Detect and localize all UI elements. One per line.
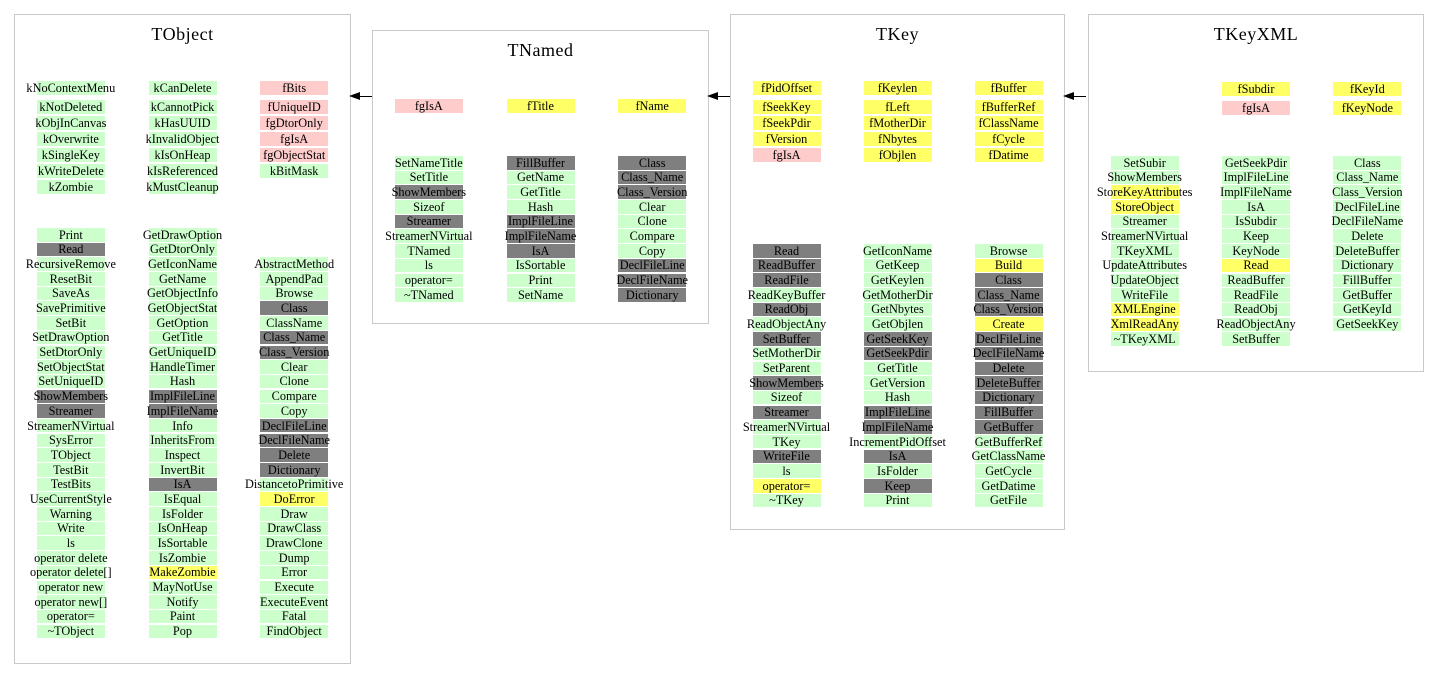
method-cell[interactable]: Class_Version (973, 302, 1044, 317)
field-cell[interactable]: kInvalidObject (145, 131, 220, 146)
method-cell[interactable]: IsSortable (149, 536, 217, 550)
method-cell[interactable]: GetDrawOption (142, 227, 223, 242)
method-cell[interactable]: ReadObj (1222, 303, 1290, 317)
method-cell[interactable]: operator delete (34, 550, 108, 565)
method-cell[interactable]: XmlReadAny (1110, 317, 1179, 332)
tobject-methods-section (15, 228, 350, 639)
method-cell[interactable]: Execute (260, 581, 328, 595)
fields-column (953, 81, 1064, 164)
fields-column (596, 99, 708, 118)
tnamed-fields-section (373, 99, 708, 118)
field-cell[interactable]: fUniqueID (260, 100, 328, 114)
method-cell[interactable]: Paint (149, 610, 217, 624)
method-cell[interactable]: GetKeep (864, 259, 932, 273)
method-cell[interactable]: SetDrawOption (32, 330, 110, 345)
field-cell[interactable]: fBufferRef (975, 100, 1043, 114)
method-cell[interactable]: operator new (38, 580, 104, 595)
method-cell[interactable]: ReadBuffer (753, 259, 821, 273)
method-cell[interactable]: Class_Name (618, 171, 686, 185)
field-cell[interactable]: fCycle (975, 132, 1043, 146)
method-cell[interactable]: GetBufferRef (974, 434, 1043, 449)
method-cell[interactable]: DeclFileName (616, 273, 689, 288)
field-cell[interactable]: kWriteDelete (37, 163, 104, 178)
field-cell[interactable]: fVersion (753, 132, 821, 146)
method-cell[interactable]: FillBuffer (507, 156, 575, 170)
field-cell[interactable]: kIsReferenced (147, 163, 219, 178)
method-cell[interactable]: Streamer (395, 215, 463, 229)
method-cell[interactable]: ClassName (260, 316, 328, 330)
method-cell[interactable]: MakeZombie (149, 565, 216, 580)
method-cell[interactable]: ReadObj (753, 303, 821, 317)
method-cell[interactable]: MayNotUse (149, 581, 217, 595)
fields-column (15, 81, 127, 196)
method-cell[interactable]: ReadObjectAny (1216, 317, 1296, 332)
method-cell[interactable]: IsA (507, 244, 575, 258)
method-cell[interactable]: ShowMembers (33, 389, 109, 404)
method-cell[interactable]: IncrementPidOffset (849, 434, 946, 449)
method-cell[interactable]: SetTitle (395, 171, 463, 185)
method-cell[interactable]: Streamer (37, 404, 105, 418)
method-cell[interactable]: Browse (975, 244, 1043, 258)
field-cell[interactable]: fName (618, 99, 686, 113)
method-cell[interactable]: GetMotherDir (862, 287, 933, 302)
method-cell[interactable]: IsEqual (149, 492, 217, 506)
method-cell[interactable]: StoreObject (1111, 200, 1179, 214)
method-cell[interactable]: Warning (37, 507, 105, 521)
method-cell[interactable]: IsA (1222, 200, 1290, 214)
method-cell[interactable]: Streamer (753, 406, 821, 420)
field-cell[interactable]: kSingleKey (37, 148, 105, 162)
field-cell[interactable]: fgIsA (260, 132, 328, 146)
method-cell[interactable]: Sizeof (395, 200, 463, 214)
method-cell[interactable]: DeclFileLine (976, 331, 1041, 346)
field-cell[interactable]: fNbytes (864, 132, 932, 146)
class-title-tnamed: TNamed (507, 40, 574, 60)
method-cell[interactable]: SaveAs (37, 287, 105, 301)
method-cell[interactable]: Delete (975, 362, 1043, 376)
method-cell[interactable]: SetNameTitle (394, 155, 463, 170)
methods-column (731, 244, 842, 508)
method-cell[interactable]: IsSortable (507, 259, 575, 273)
class-title-tobject: TObject (151, 24, 214, 44)
tobject-fields-section (15, 81, 350, 196)
field-cell[interactable]: fKeyId (1333, 82, 1401, 96)
method-cell[interactable]: ls (37, 536, 105, 550)
method-cell[interactable]: DeclFileName (972, 346, 1045, 361)
inheritance-arrow-tkey-to-tnamed (707, 92, 730, 101)
tkeyxml-fields-section (1089, 82, 1423, 117)
field-cell[interactable]: fPidOffset (753, 81, 821, 95)
method-cell[interactable]: Dictionary (975, 391, 1043, 405)
method-cell[interactable]: KeyNode (1222, 244, 1290, 258)
method-cell[interactable]: Class_Version (258, 345, 330, 360)
method-cell[interactable]: HandleTimer (149, 359, 216, 374)
field-cell[interactable]: kCanDelete (149, 81, 217, 95)
fields-column (1312, 82, 1423, 117)
field-cell[interactable]: fLeft (864, 100, 932, 114)
method-cell[interactable]: Dictionary (1333, 259, 1401, 273)
method-cell[interactable]: operator new[] (34, 594, 108, 609)
method-cell[interactable]: Hash (864, 391, 932, 405)
method-cell[interactable]: Error (260, 566, 328, 580)
method-cell[interactable]: Hash (507, 200, 575, 214)
method-cell[interactable]: ShowMembers (1107, 170, 1182, 185)
method-cell[interactable]: Delete (1333, 229, 1401, 243)
method-cell[interactable]: StreamerNVirtual (27, 418, 115, 433)
method-cell[interactable]: FillBuffer (975, 406, 1043, 420)
method-cell[interactable]: Clone (618, 215, 686, 229)
field-cell[interactable]: fgDtorOnly (260, 116, 328, 130)
method-cell[interactable]: GetTitle (149, 331, 217, 345)
field-cell[interactable]: kOverwrite (37, 132, 105, 146)
method-cell[interactable]: GetTitle (864, 362, 932, 376)
method-cell[interactable]: GetIconName (148, 256, 217, 271)
field-cell[interactable]: fBuffer (975, 81, 1043, 95)
field-cell[interactable]: kNoContextMenu (26, 80, 116, 95)
methods-column (1200, 156, 1311, 347)
method-cell[interactable]: WriteFile (1111, 288, 1179, 302)
method-cell[interactable]: Class (975, 273, 1043, 287)
method-cell[interactable]: Class_Name (260, 331, 328, 345)
method-cell[interactable]: Fatal (260, 610, 328, 624)
method-cell[interactable]: Copy (260, 404, 328, 418)
field-cell[interactable]: fgObjectStat (260, 148, 328, 162)
method-cell[interactable]: ~TKeyXML (1111, 332, 1179, 346)
class-box-tkey (730, 14, 1065, 530)
method-cell[interactable]: GetIconName (863, 243, 932, 258)
methods-column (953, 244, 1064, 508)
fields-column (731, 81, 842, 164)
method-cell[interactable]: GetName (507, 171, 575, 185)
method-cell[interactable]: Inspect (149, 448, 217, 462)
arrow-shaft (1072, 96, 1086, 97)
field-cell[interactable]: kHasUUID (149, 116, 217, 130)
method-cell[interactable]: ResetBit (37, 272, 105, 286)
method-cell[interactable]: GetObjectInfo (146, 286, 219, 301)
method-cell[interactable]: GetKeylen (864, 273, 932, 287)
method-cell[interactable]: IsA (149, 478, 217, 492)
field-cell[interactable]: fSubdir (1222, 82, 1290, 96)
field-cell[interactable]: kBitMask (260, 164, 328, 178)
methods-column (15, 228, 127, 639)
class-title-tkey: TKey (876, 24, 919, 44)
method-cell[interactable]: TObject (37, 448, 105, 462)
methods-column (238, 257, 350, 639)
inheritance-arrow-tkeyxml-to-tkey (1063, 92, 1086, 101)
method-cell[interactable]: Print (864, 494, 932, 508)
field-cell[interactable]: fSeekPdir (753, 116, 821, 130)
method-cell[interactable]: IsFolder (149, 507, 217, 521)
class-title-tkeyxml: TKeyXML (1213, 24, 1299, 44)
method-cell[interactable]: operator= (753, 479, 821, 493)
method-cell[interactable]: Class_Name (1333, 171, 1401, 185)
tkey-methods-section (731, 244, 1064, 508)
method-cell[interactable]: Notify (149, 595, 217, 609)
method-cell[interactable]: ExecuteEvent (260, 594, 329, 609)
method-cell[interactable]: GetName (149, 272, 217, 286)
method-cell[interactable]: ReadObjectAny (746, 317, 827, 332)
method-cell[interactable]: StoreKeyAttributes (1096, 184, 1193, 199)
method-cell[interactable]: Streamer (1111, 215, 1179, 229)
method-cell[interactable]: GetBuffer (1333, 288, 1401, 302)
method-cell[interactable]: DeleteBuffer (1333, 244, 1401, 258)
method-cell[interactable]: ImplFileName (146, 403, 219, 418)
method-cell[interactable]: TKeyXML (1111, 244, 1179, 258)
field-cell[interactable]: fSeekKey (753, 100, 821, 114)
method-cell[interactable]: UpdateObject (1110, 273, 1179, 288)
inheritance-arrow-tnamed-to-tobject (349, 92, 372, 101)
method-cell[interactable]: operator= (37, 610, 105, 624)
class-box-tobject (14, 14, 351, 664)
method-cell[interactable]: GetSeekPdir (864, 347, 932, 361)
method-cell[interactable]: Copy (618, 244, 686, 258)
field-cell[interactable]: fObjlen (864, 148, 932, 162)
method-cell[interactable]: Print (37, 228, 105, 242)
method-cell[interactable]: Class_Name (975, 288, 1043, 302)
method-cell[interactable]: ls (395, 259, 463, 273)
method-cell[interactable]: Class (1333, 156, 1401, 170)
method-cell[interactable]: SetBuffer (753, 332, 821, 346)
method-cell[interactable]: ImplFileName (1220, 184, 1292, 199)
method-cell[interactable]: WriteFile (753, 450, 821, 464)
method-cell[interactable]: Clear (260, 360, 328, 374)
method-cell[interactable]: DrawClass (260, 522, 328, 536)
method-cell[interactable]: Dump (260, 551, 328, 565)
field-cell[interactable]: kNotDeleted (37, 100, 105, 114)
field-cell[interactable]: kCannotPick (149, 100, 217, 114)
method-cell[interactable]: Compare (260, 390, 328, 404)
method-cell[interactable]: GetKeyId (1333, 303, 1401, 317)
fields-column (1200, 82, 1311, 117)
method-cell[interactable]: ~TKey (753, 494, 821, 508)
field-cell[interactable]: fClassName (975, 116, 1043, 130)
method-cell[interactable]: AppendPad (260, 272, 328, 286)
methods-column (1089, 156, 1200, 347)
method-cell[interactable]: GetUniqueID (149, 345, 216, 360)
method-cell[interactable]: DeclFileLine (1334, 199, 1400, 214)
method-cell[interactable]: GetNbytes (864, 303, 932, 317)
method-cell[interactable]: SavePrimitive (35, 301, 106, 316)
method-cell[interactable]: ~TNamed (395, 288, 463, 302)
method-cell[interactable]: IsSubdir (1222, 215, 1290, 229)
method-cell[interactable]: SysError (37, 434, 105, 448)
fields-column (1089, 82, 1200, 117)
method-cell[interactable]: Dictionary (618, 288, 686, 302)
methods-column (485, 156, 597, 303)
method-cell[interactable]: GetSeekKey (1333, 318, 1401, 332)
tkeyxml-methods-section (1089, 156, 1423, 347)
field-cell[interactable]: fTitle (507, 99, 575, 113)
field-cell[interactable]: kZombie (37, 180, 105, 194)
method-cell[interactable]: Info (149, 419, 217, 433)
method-cell[interactable]: operator delete[] (30, 565, 112, 580)
method-cell[interactable]: SetUniqueID (38, 374, 104, 389)
class-box-tnamed (372, 30, 709, 324)
tkey-fields-section (731, 81, 1064, 164)
method-cell[interactable]: GetDtorOnly (150, 242, 215, 257)
method-cell[interactable]: Pop (149, 625, 217, 639)
arrow-shaft (716, 96, 730, 97)
method-cell[interactable]: ImplFileLine (1223, 170, 1289, 185)
method-cell[interactable]: Read (1222, 259, 1290, 273)
method-cell[interactable]: Draw (260, 507, 328, 521)
method-cell[interactable]: Browse (260, 287, 328, 301)
method-cell[interactable]: TKey (753, 435, 821, 449)
method-cell[interactable]: Class (618, 156, 686, 170)
field-cell[interactable]: kMustCleanup (146, 179, 219, 194)
method-cell[interactable]: Hash (149, 375, 217, 389)
methods-column (373, 156, 485, 303)
method-cell[interactable]: GetBuffer (975, 420, 1043, 434)
methods-column (596, 156, 708, 303)
method-cell[interactable]: IsA (864, 450, 932, 464)
method-cell[interactable]: ls (753, 464, 821, 478)
method-cell[interactable]: SetParent (753, 362, 821, 376)
method-cell[interactable]: GetClassName (971, 449, 1046, 464)
method-cell[interactable]: RecursiveRemove (25, 256, 116, 271)
method-cell[interactable]: Read (753, 244, 821, 258)
field-cell[interactable]: fDatime (975, 148, 1043, 162)
method-cell[interactable]: SetName (507, 288, 575, 302)
method-cell[interactable]: GetSeekPdir (1222, 156, 1290, 170)
field-cell[interactable]: fKeylen (864, 81, 932, 95)
fields-column (485, 99, 597, 118)
method-cell[interactable]: SetBit (37, 316, 105, 330)
method-cell[interactable]: TestBits (37, 478, 105, 492)
method-cell[interactable]: ShowMembers (391, 184, 467, 199)
method-cell[interactable]: ReadKeyBuffer (747, 287, 826, 302)
field-cell[interactable]: fgIsA (753, 148, 821, 162)
method-cell[interactable]: GetVersion (864, 376, 932, 390)
method-cell[interactable]: SetBuffer (1222, 332, 1290, 346)
class-box-tkeyxml (1088, 14, 1424, 372)
method-cell[interactable]: DistancetoPrimitive (245, 477, 344, 492)
field-cell[interactable]: kObjInCanvas (35, 115, 107, 130)
method-cell[interactable]: StreamerNVirtual (385, 229, 473, 244)
method-cell[interactable]: UpdateAttributes (1102, 258, 1188, 273)
method-cell[interactable]: GetFile (975, 494, 1043, 508)
method-cell[interactable]: Clear (618, 200, 686, 214)
method-cell[interactable]: ShowMembers (749, 375, 824, 390)
method-cell[interactable]: ReadFile (1222, 288, 1290, 302)
method-cell[interactable]: InvertBit (149, 463, 217, 477)
method-cell[interactable]: Clone (260, 375, 328, 389)
method-cell[interactable]: DeclFileLine (619, 258, 685, 273)
fields-column (842, 81, 953, 164)
field-cell[interactable]: fgIsA (395, 99, 463, 113)
arrow-shaft (358, 96, 372, 97)
method-cell[interactable]: InheritsFrom (150, 433, 215, 448)
method-cell[interactable]: Class_Version (1332, 184, 1403, 199)
method-cell[interactable]: SetObjectStat (37, 359, 105, 374)
method-cell[interactable]: DeclFileName (258, 433, 331, 448)
method-cell[interactable]: Print (507, 274, 575, 288)
method-cell[interactable]: DoError (260, 492, 328, 506)
method-cell[interactable]: SetMotherDir (752, 346, 821, 361)
method-cell[interactable]: Sizeof (753, 391, 821, 405)
methods-column (127, 228, 239, 639)
method-cell[interactable]: IsZombie (149, 551, 217, 565)
method-cell[interactable]: DeclFileName (1331, 214, 1404, 229)
method-cell[interactable]: GetSeekKey (864, 332, 932, 346)
method-cell[interactable]: GetObjlen (864, 317, 932, 331)
method-cell[interactable]: ImplFileLine (508, 214, 573, 229)
field-cell[interactable]: fBits (260, 81, 328, 95)
method-cell[interactable]: GetObjectStat (147, 301, 218, 316)
method-cell[interactable]: GetDatime (975, 479, 1043, 493)
method-cell[interactable]: Write (37, 522, 105, 536)
methods-column (1312, 156, 1423, 347)
method-cell[interactable]: SetSubir (1111, 156, 1179, 170)
method-cell[interactable]: UseCurrentStyle (29, 491, 112, 506)
method-cell[interactable]: ReadFile (753, 273, 821, 287)
method-cell[interactable]: Create (975, 317, 1043, 331)
methods-column (842, 244, 953, 508)
method-cell[interactable]: Keep (864, 479, 932, 493)
field-cell[interactable]: kIsOnHeap (149, 148, 217, 162)
method-cell[interactable]: Build (975, 259, 1043, 273)
fields-column (127, 81, 239, 196)
method-cell[interactable]: TNamed (395, 244, 463, 258)
method-cell[interactable]: AbstractMethod (254, 256, 335, 271)
method-cell[interactable]: operator= (395, 274, 463, 288)
method-cell[interactable]: IsOnHeap (149, 522, 217, 536)
method-cell[interactable]: TestBit (37, 463, 105, 477)
method-cell[interactable]: ReadBuffer (1222, 274, 1290, 288)
field-cell[interactable]: fMotherDir (864, 116, 932, 130)
method-cell[interactable]: ImplFileName (861, 419, 934, 434)
method-cell[interactable]: DeclFileLine (261, 418, 327, 433)
method-cell[interactable]: Compare (618, 229, 686, 243)
method-cell[interactable]: Dictionary (260, 463, 328, 477)
method-cell[interactable]: IsFolder (864, 464, 932, 478)
fields-column (238, 81, 350, 196)
method-cell[interactable]: GetCycle (975, 464, 1043, 478)
field-cell[interactable]: fgIsA (1222, 101, 1290, 115)
method-cell[interactable]: GetTitle (507, 185, 575, 199)
method-cell[interactable]: SetDtorOnly (37, 346, 105, 360)
method-cell[interactable]: FillBuffer (1333, 274, 1401, 288)
method-cell[interactable]: Read (37, 243, 105, 257)
method-cell[interactable]: XMLEngine (1111, 303, 1179, 317)
method-cell[interactable]: GetOption (149, 316, 217, 330)
method-cell[interactable]: ImplFileLine (865, 405, 930, 420)
fields-column (373, 99, 485, 118)
method-cell[interactable]: DeleteBuffer (975, 376, 1043, 390)
method-cell[interactable]: Delete (260, 448, 328, 462)
method-cell[interactable]: ImplFileLine (150, 389, 215, 404)
method-cell[interactable]: FindObject (260, 625, 328, 639)
method-cell[interactable]: StreamerNVirtual (1100, 229, 1189, 244)
method-cell[interactable]: StreamerNVirtual (742, 419, 831, 434)
method-cell[interactable]: Keep (1222, 229, 1290, 243)
method-cell[interactable]: ImplFileName (504, 229, 577, 244)
method-cell[interactable]: DrawClone (260, 536, 328, 550)
field-cell[interactable]: fKeyNode (1333, 101, 1401, 115)
method-cell[interactable]: Class_Version (616, 184, 688, 199)
method-cell[interactable]: ~TObject (37, 625, 105, 639)
tnamed-methods-section (373, 156, 708, 303)
method-cell[interactable]: Class (260, 301, 328, 315)
